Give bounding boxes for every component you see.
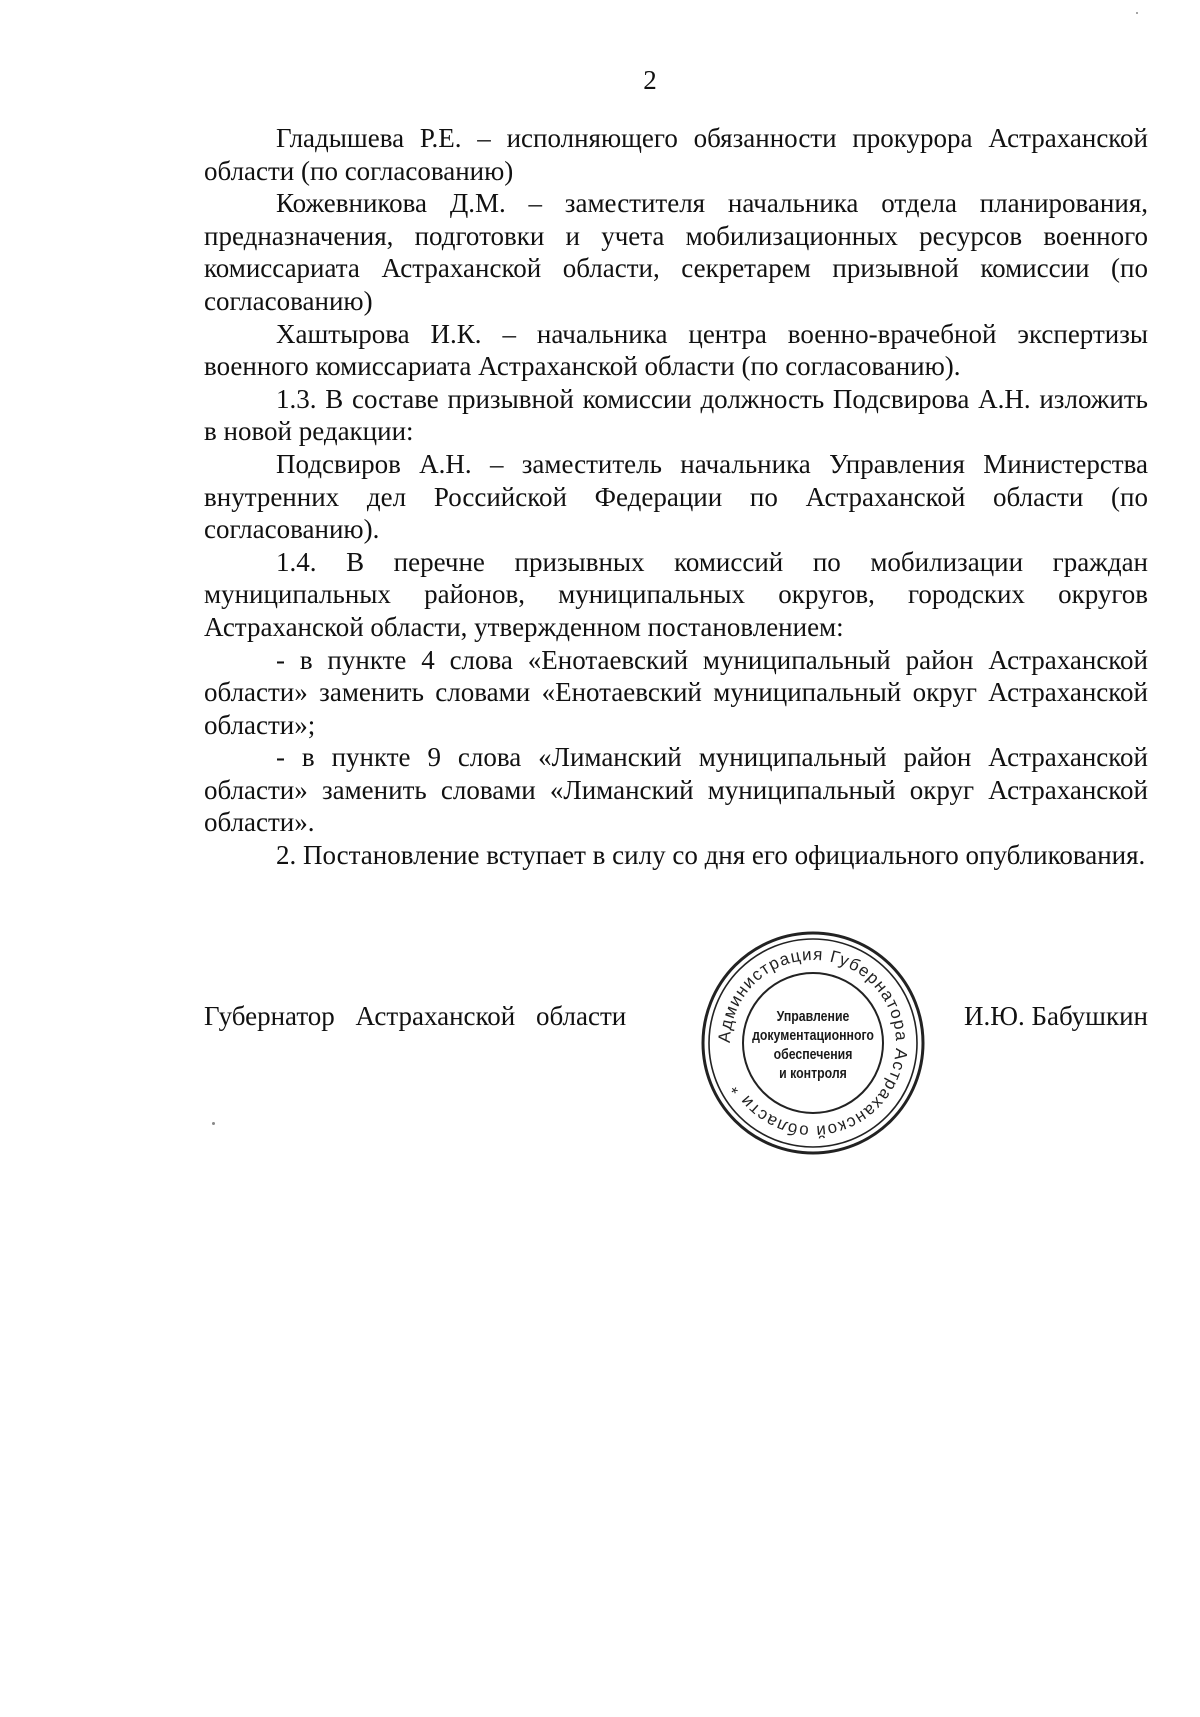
signatory-name: И.Ю. Бабушкин [963,1001,1148,1031]
seal-center-text [741,1007,885,1083]
seal-line-1: Управление [776,1008,850,1025]
signatory-position: Губернатор Астраханской области [204,1001,627,1031]
document-body [204,122,1148,872]
signature-block [204,1000,1148,1040]
seal-line-2: документационного [752,1027,874,1044]
seal-line-3: обеспечения [773,1046,853,1063]
paragraph-item-1-4: 1.4. В перечне призывных комиссий по мобилизации граждан муниципальных районов, муниципальных округов, городских округов Астраханской области, утвержденном постановлением: [204,546,1148,642]
paragraph-point-9: - в пункте 9 слова «Лиманский муниципальный район Астраханской области» заменить словами «Лиманский муниципальный округ Астраханской области». [204,742,1148,838]
seal-ring-text: Администрация Губернатора Астраханской области * [714,944,912,1142]
seal-line-4: и контроля [779,1065,847,1082]
paragraph-item-2: 2. Постановление вступает в силу со дня его официального опубликования. [276,840,1146,871]
scan-speck [1136,12,1138,14]
paragraph-item-1-3: 1.3. В составе призывной комиссии должность Подсвирова А.Н. изложить в новой редакции: [204,383,1148,447]
paragraph-gladysheva: Гладышева Р.Е. – исполняющего обязанности прокурора Астраханской области (по согласованию) [204,123,1148,186]
paragraph-kozhevnikova: Кожевникова Д.М. – заместителя начальника отдела планирования, предназначения, подготовки и учета мобилизационных ресурсов военного комиссариата Астраханской области, секретарем призывной комиссии (по согласованию) [204,188,1148,316]
paragraph-khashtyrova: Хаштырова И.К. – начальника центра военно-врачебной экспертизы военного комиссариата Астраханской области (по согласованию). [204,318,1148,382]
scan-speck [212,1122,215,1125]
paragraph-podsvirov: Подсвиров А.Н. – заместитель начальника Управления Министерства внутренних дел Российской Федерации по Астраханской области (по согласованию). [204,448,1148,545]
official-seal [697,927,929,1159]
page-number: 2 [643,65,657,95]
paragraph-point-4: - в пункте 4 слова «Енотаевский муниципальный район Астраханской области» заменить словами «Енотаевский муниципальный округ Астраханской области»; [204,644,1148,740]
